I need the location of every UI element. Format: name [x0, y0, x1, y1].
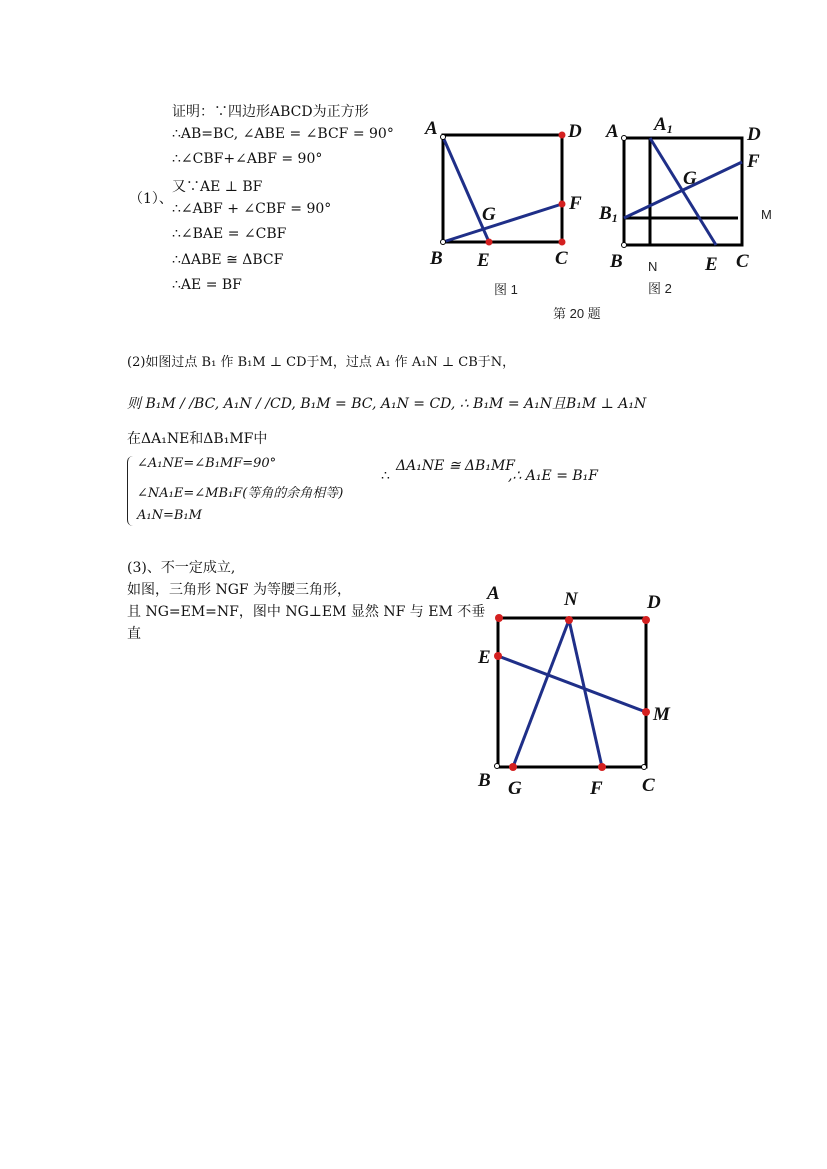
- label-e-fig1: E: [477, 250, 490, 271]
- point-a-fig1: [441, 135, 446, 140]
- segment-em: [498, 656, 646, 712]
- label-a-fig2: A: [606, 121, 619, 142]
- part2-line-3: 在ΔA₁NE和ΔB₁MF中: [127, 431, 268, 447]
- figure-3: [460, 575, 700, 810]
- label-n-fig2: N: [648, 259, 658, 274]
- label-c-fig1: C: [555, 248, 568, 269]
- point-c-fig3: [642, 765, 647, 770]
- label-n-fig3: N: [564, 589, 578, 610]
- segment-ae-fig1: [443, 137, 489, 242]
- point-e-fig1: [486, 239, 493, 246]
- label-c-fig3: C: [642, 775, 655, 796]
- label-g-fig1: G: [482, 204, 496, 225]
- figures-1-2: [0, 0, 827, 340]
- caption-fig1: 图 1: [494, 282, 518, 297]
- label-c-fig2: C: [736, 251, 749, 272]
- figure-1: [424, 118, 582, 297]
- system-brace: [127, 456, 136, 526]
- system-line-1: ∠A₁NE=∠B₁MF=90°: [137, 456, 277, 471]
- point-b-fig3: [495, 764, 500, 769]
- congruence-statement: ΔA₁NE ≅ ΔB₁MF: [396, 458, 515, 474]
- proof-line-2: ∴AB=BC, ∠ABE = ∠BCF = 90°: [172, 126, 394, 142]
- label-m-fig2: M: [761, 207, 772, 222]
- point-n-fig3: [565, 616, 573, 624]
- label-g-fig2: G: [683, 168, 697, 189]
- label-d-fig1: D: [568, 121, 582, 142]
- system-line-2: ∠NA₁E=∠MB₁F(等角的余角相等): [137, 486, 344, 501]
- therefore-symbol: ∴: [381, 468, 390, 484]
- point-f-fig3: [598, 763, 606, 771]
- proof-line-5: ∴∠ABF + ∠CBF = 90°: [172, 201, 332, 217]
- point-a-fig3: [495, 614, 503, 622]
- point-a-fig2: [622, 136, 627, 141]
- proof-line-7: ∴ΔABE ≅ ΔBCF: [172, 252, 284, 268]
- point-m-fig3: [642, 708, 650, 716]
- label-d-fig2: D: [747, 124, 761, 145]
- point-f-fig1: [559, 201, 566, 208]
- point-d-fig1: [559, 132, 566, 139]
- part3-line-1: (3)、不一定成立,: [127, 560, 236, 576]
- label-a-fig3: A: [487, 583, 500, 604]
- label-m-fig3: M: [653, 704, 670, 725]
- square-abcd-fig1: [443, 135, 562, 242]
- label-d-fig3: D: [647, 592, 661, 613]
- point-d-fig3: [642, 616, 650, 624]
- system-line-3: A₁N=B₁M: [137, 508, 202, 523]
- label-f-fig2: F: [747, 151, 760, 172]
- label-a1-fig2: A1: [654, 114, 673, 136]
- label-b-fig2: B: [610, 251, 623, 272]
- segment-bf-fig1: [443, 204, 562, 242]
- problem-number: 第 20 题: [553, 306, 601, 321]
- label-e-fig2: E: [705, 254, 718, 275]
- point-c-fig1: [559, 239, 566, 246]
- proof-line-1: 证明：∵四边形ABCD为正方形: [172, 104, 369, 120]
- point-g-fig3: [509, 763, 517, 771]
- caption-fig2: 图 2: [648, 281, 672, 296]
- proof-line-4: 又∵AE ⊥ BF: [172, 179, 263, 195]
- label-b-fig1: B: [430, 248, 443, 269]
- part2-conclusion: ,∴ A₁E = B₁F: [508, 468, 598, 484]
- label-f-fig3: F: [590, 778, 603, 799]
- label-f-fig1: F: [569, 193, 582, 214]
- proof-line-6: ∴∠BAE = ∠CBF: [172, 226, 287, 242]
- label-e-fig3: E: [478, 647, 491, 668]
- proof-line-8: ∴AE = BF: [172, 277, 242, 293]
- segment-ng: [513, 620, 569, 767]
- point-b-fig1: [441, 240, 446, 245]
- part3-line-4: 直: [127, 626, 141, 642]
- part3-line-2: 如图，三角形 NGF 为等腰三角形，: [127, 582, 352, 598]
- proof-line-3: ∴∠CBF+∠ABF = 90°: [172, 151, 323, 167]
- label-a-fig1: A: [425, 118, 438, 139]
- label-b-fig3: B: [478, 770, 491, 791]
- point-b-fig2: [622, 243, 627, 248]
- figure-2: [598, 114, 772, 296]
- part2-line-1: (2)如图过点 B₁ 作 B₁M ⊥ CD于M，过点 A₁ 作 A₁N ⊥ CB于N，: [127, 355, 516, 370]
- part3-line-3: 且 NG=EM=NF，图中 NG⊥EM 显然 NF 与 EM 不垂: [127, 604, 486, 620]
- part2-line-2: 则 B₁M / /BC, A₁N / /CD, B₁M = BC, A₁N = CD, ∴ B₁M = A₁N且B₁M ⊥ A₁N: [127, 396, 647, 412]
- label-g-fig3: G: [508, 778, 522, 799]
- point-e-fig3: [494, 652, 502, 660]
- part1-label: （1）、: [129, 191, 173, 207]
- label-b1-fig2: B1: [599, 203, 618, 225]
